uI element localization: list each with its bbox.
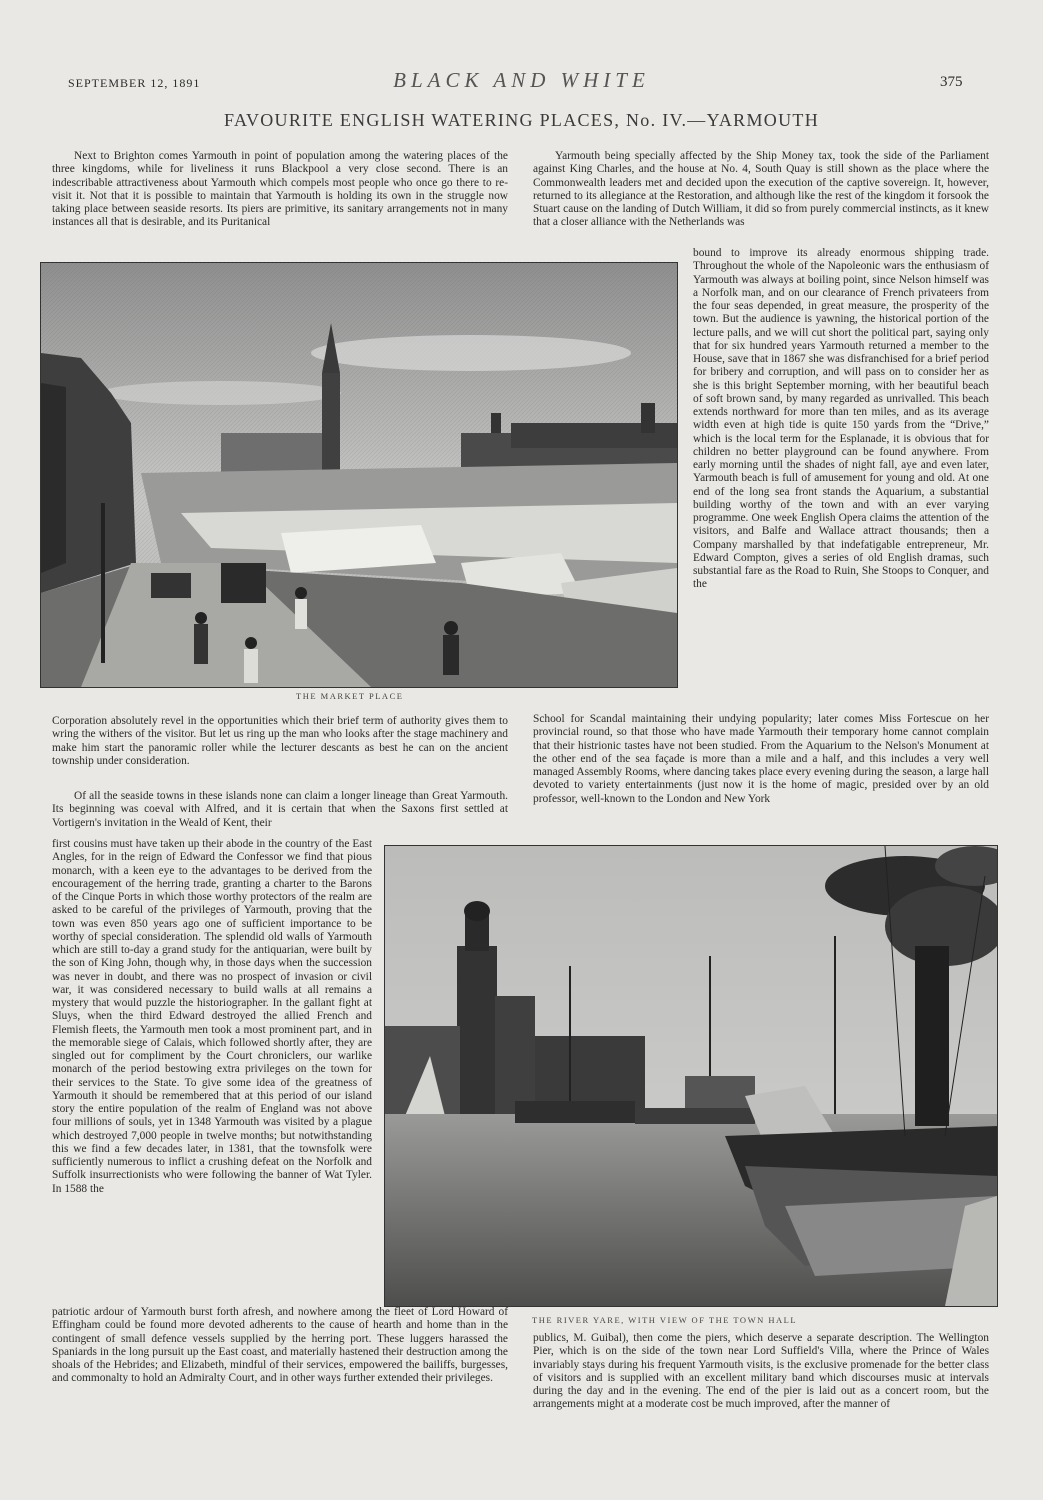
paragraph-trade: bound to improve its already enormous shipping trade. Throughout the whole of the Napoleonic wars the enthusiasm of Yarmouth was always at boiling point, since Nelson himself was a Norfolk man, and on our clearance of French privateers from the four seas depended, in great measure, the prosperity of the town. But the audience is yawning, the historical portion of the lecture palls, and we will cut short the political part, saying only that for six hundred years Yarmouth returned a member to the House, save that in 1867 she was disfranchised for a brief period for bribery and corruption, and will pass on to consider her as she is this bright September morning, with her beautiful beach of soft brown sand, by many regarded as unrivalled. This beach extends northward for more than ten miles, and as its average width even at high tide is quite 150 yards from the “Drive,” which is the local term for the Esplanade, it is obvious that for children no better playground can be found anywhere. From early morning until the shades of night fall, aye and even later, Yarmouth beach is full of amusement for young and old. At one end of the long sea front stands the Aquarium, a substantial building worthy of the town and with an ever varying programme. One week English Opera claims the attention of the visitors, and Balfe and Wallace attract thousands; then a Company marshalled by that indefatigable entrepreneur, Mr. Edward Compton, gives a series of old English dramas, such substantial fare as the Road to Ruin, She Stoops to Conquer, and the <box>693 247 989 591</box>
river-yare-caption: THE RIVER YARE, WITH VIEW OF THE TOWN HALL <box>532 1315 798 1325</box>
market-place-illustration <box>40 262 678 688</box>
paragraph-school-for-scandal: School for Scandal maintaining their undying popularity; later comes Miss Fortescue on her provincial round, so that those who have made Yarmouth their temporary home cannot complain that their histrionic tastes have not been studied. From the Aquarium to the Nelson's Monument at the other end of the sea façade is more than a mile and a half, and this includes a very well managed Assembly Rooms, where dancing takes place every evening during the season, a large hall devoted to variety entertainments (just now it is the home of magic, presided over by an old professor, well-known to the London and New York <box>533 713 989 805</box>
paragraph-corporation: Corporation absolutely revel in the opportunities which their brief term of authority gives them to wring the withers of the visitor. But let us ring up the man who looks after the stage machinery and make him start the panoramic roller while the lecturer descants as best he can on the ancient township under consideration. <box>52 715 508 767</box>
publication-title: BLACK AND WHITE <box>393 68 650 92</box>
paragraph-ship-money: Yarmouth being specially affected by the Ship Money tax, took the side of the Parliament against King Charles, and the house at No. 4, South Quay is still shown as the place where the Commonwealth leaders met and decided upon the execution of the captive sovereign. It, however, returned to its allegiance at the Restoration, and although like the rest of the kingdom it forsook the Stuart cause on the landing of Dutch William, it did so from purely commercial instincts, as it knew that a closer alliance with the Netherlands was <box>533 150 989 229</box>
river-yare-illustration <box>384 845 998 1307</box>
article-headline: FAVOURITE ENGLISH WATERING PLACES, No. IV.—YARMOUTH <box>224 110 819 130</box>
paragraph-piers: publics, M. Guibal), then come the piers, which deserve a separate description. The Wellington Pier, which is on the side of the town near Lord Suffield's Villa, where the Prince of Wales invariably stays during his frequent Yarmouth visits, is the exclusive promenade for the better class of visitors and is supplied with an excellent military band which discourses music at intervals during the day and in the evening. The end of the pier is laid out as a concert room, but the arrangements might at a moderate cost be much improved, after the manner of <box>533 1332 989 1411</box>
page-number: 375 <box>940 74 963 90</box>
paragraph-history: Of all the seaside towns in these islands none can claim a longer lineage than Great Yarmouth. Its beginning was coeval with Alfred, and it is certain that when the Saxons first settled at Vortigern's invitation in the Weald of Kent, their <box>52 790 508 829</box>
paragraph-intro: Next to Brighton comes Yarmouth in point of population among the watering places of the three kingdoms, while for liveliness it runs Blackpool a very close second. There is an indescribable attractiveness about Yarmouth which compels most people who once go there to re-visit it. Not that it is possible to maintain that Yarmouth is holding its own in the struggle now taking place between seaside resorts. Its piers are primitive, its sanitary arrangements not in many instances all that is desirable, and its Puritanical <box>52 150 508 229</box>
paragraph-armada: patriotic ardour of Yarmouth burst forth afresh, and nowhere among the fleet of Lord Howard of Effingham could be found more devoted adherents to the cause of hearth and home than in the contingent of small defence vessels supplied by the herring port. These luggers harassed the Spaniards in the long pursuit up the East coast, and materially hastened their destruction among the shoals of the Hebrides; and Elizabeth, mindful of their services, empowered the bailiffs, burgesses, and commonalty to hold an Admiralty Court, and in other ways further extended their privileges. <box>52 1306 508 1385</box>
market-place-caption: THE MARKET PLACE <box>296 691 404 701</box>
issue-date: SEPTEMBER 12, 1891 <box>68 76 201 90</box>
paragraph-history-continued: first cousins must have taken up their abode in the country of the East Angles, for in the reign of Edward the Confessor we find that pious monarch, with a keen eye to the advantages to be derived from the encouragement of the herring trade, granting a charter to the Barons of the Cinque Ports in which those worthy protectors of the realm are asked to be careful of the privileges of Yarmouth, proving that the town was even 850 years ago one of sufficient importance to be worthy of special consideration. The splendid old walls of Yarmouth which are still to-day a grand study for the antiquarian, were built by the son of King John, though why, in those days when the succession was never in doubt, and there was no prospect of invasion or civil war, it was considered necessary to build walls at all remains a mystery that would puzzle the historiographer. In the gallant fight at Sluys, when the third Edward destroyed the allied French and Flemish fleets, the Yarmouth men took a most prominent part, and in the memorable siege of Calais, which followed shortly after, they are singled out for compliment by the Court chroniclers, our warlike monarch of the period bestowing extra privileges on the town for their services to the State. To give some idea of the greatness of Yarmouth it should be remembered that at this period of our island story the entire population of the realm of England was not above four millions of souls, yet in 1348 Yarmouth was visited by a plague which destroyed 7,000 people in twelve months; but notwithstanding this we find a few decades later, in 1381, that the townsfolk were sufficiently numerous to inflict a crushing defeat on the Norfolk and Suffolk insurrectionists who were following the banner of Wat Tyler. In 1588 the <box>52 838 372 1195</box>
